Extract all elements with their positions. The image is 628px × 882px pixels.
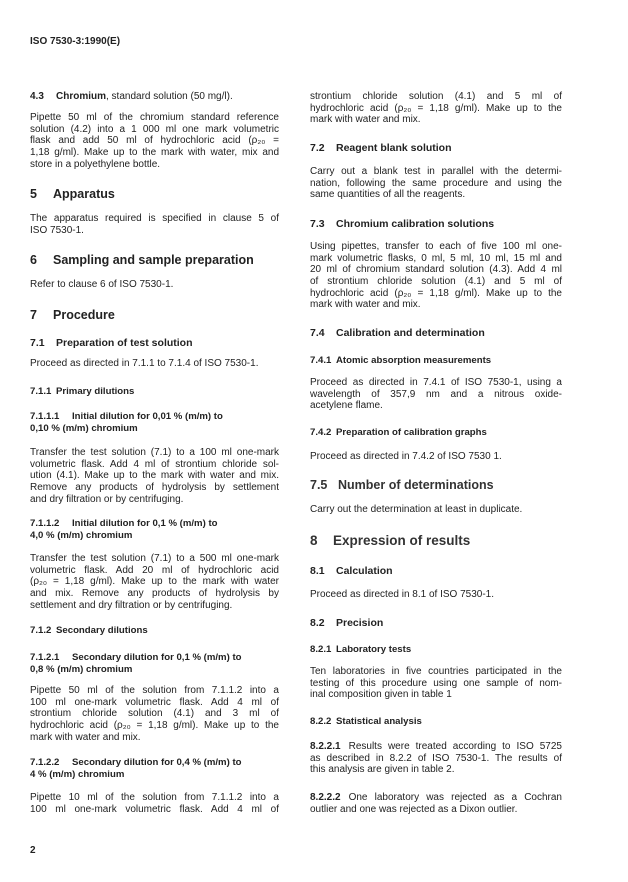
page-number: 2 [30, 845, 36, 856]
section-7-1-2-1-heading [30, 652, 279, 675]
text-line: testing of this procedure using one sample of nom- [310, 677, 562, 689]
section-7-1-2-2-heading [30, 757, 279, 780]
text-line: ISO 7530-1. [30, 224, 84, 236]
section-7-1-2-heading [30, 625, 279, 637]
text-line: Ten laboratories in five countries participated in the [310, 666, 562, 677]
text-line: nation, following the same procedure and using the [310, 177, 562, 189]
paragraph-number: 8.2.2.1 [310, 741, 341, 752]
paragraph-8-2-2-1 [310, 741, 562, 776]
text-line: wavelength of 357,9 nm and a nitrous oxide- [310, 388, 562, 400]
section-8-heading [310, 534, 562, 548]
section-number: 7.1.1.2 [30, 518, 60, 529]
text-line: acetylene flame. [310, 400, 383, 412]
section-title: Reagent blank solution [336, 142, 452, 154]
section-number: 7.1.1.1 [30, 411, 60, 422]
section-title: Secondary dilution for 0,1 % (m/m) to [72, 652, 242, 663]
paragraph-7-1-2-2-continued [310, 91, 562, 126]
text-line: strontium chloride solution (4.1) and 3 ml of [30, 708, 279, 720]
section-title: Laboratory tests [336, 644, 412, 655]
section-number: 7.2 [310, 142, 325, 154]
section-title-line2: 0,10 % (m/m) chromium [30, 422, 138, 434]
text-line: this analysis are given in table 2. [310, 764, 455, 776]
section-title: Chromium calibration solutions [336, 218, 495, 230]
text-line: 20 ml of chromium standard solution (4.3). Add 4 ml [310, 264, 562, 276]
text-line: mark with water and mix. [310, 299, 421, 311]
section-number: 7.1.1 [30, 386, 52, 397]
section-title: Procedure [53, 308, 115, 322]
text-line: mark with water and mix. [30, 731, 141, 743]
paragraph-7-1-1-1 [30, 447, 279, 505]
section-title: Apparatus [53, 187, 115, 201]
section-title: Preparation of calibration graphs [336, 427, 487, 438]
text-line: as described in 8.2.2 of ISO 7530-1. The results of [310, 752, 562, 764]
paragraph-7-4-1 [310, 377, 562, 412]
paragraph-7-2 [310, 166, 562, 201]
text-line: Proceed as directed in 8.1 of ISO 7530-1. [310, 589, 494, 600]
text-line: settlement and dry filtration or by centrifuging. [30, 599, 233, 611]
text-line: volumetric flask. Add 20 ml of hydrochloric acid [30, 564, 279, 576]
section-number: 6 [30, 253, 37, 267]
paragraph-7-3 [310, 241, 562, 311]
text-line: flask and add 50 ml of hydrochloric acid (ρ₂₀ = [30, 135, 279, 147]
paragraph-number: 8.2.2.2 [310, 792, 341, 803]
section-number: 7.4 [310, 327, 325, 339]
text-line: Pipette 50 ml of the chromium standard reference [30, 112, 279, 123]
section-8-2-heading [310, 617, 562, 629]
section-title: Primary dilutions [56, 386, 135, 397]
text-line: Transfer the test solution (7.1) to a 100 ml one-mark [30, 447, 279, 458]
text-line: outlier and one was rejected as a Dixon outlier. [310, 803, 518, 815]
document-header: ISO 7530-3:1990(E) [30, 36, 121, 47]
text-line: mark with water and mix. [310, 114, 421, 126]
section-7-4-2-heading [310, 427, 562, 439]
section-title: Secondary dilution for 0,4 % (m/m) to [72, 757, 242, 768]
text-line: Transfer the test solution (7.1) to a 500 ml one-mark [30, 553, 279, 564]
text-line: Proceed as directed in 7.1.1 to 7.1.4 of ISO 7530-1. [30, 358, 259, 369]
section-6-heading [30, 253, 279, 267]
paragraph-8-2-2-2 [310, 792, 562, 815]
text-line: 1,18 g/ml). Make up to the mark with water, mix and [30, 147, 279, 159]
section-number: 8.2 [310, 617, 325, 629]
section-title: Initial dilution for 0,01 % (m/m) to [72, 411, 223, 422]
section-number: 8.2.2 [310, 716, 332, 727]
text-line: mark volumetric flasks, 0 ml, 5 ml, 10 ml, 15 ml and [310, 252, 562, 264]
paragraph-7-1-2-2 [30, 792, 279, 815]
paragraph-5 [30, 213, 279, 236]
section-number: 8.1 [310, 565, 325, 577]
section-title-line2: 4,0 % (m/m) chromium [30, 529, 133, 541]
text-line: and mix. Remove any products of hydrolysis by [30, 588, 279, 600]
section-title: Preparation of test solution [56, 337, 193, 349]
section-number: 5 [30, 187, 37, 201]
section-8-2-1-heading [310, 644, 562, 656]
section-title: Precision [336, 617, 384, 629]
section-7-4-1-heading [310, 355, 562, 367]
section-title: Statistical analysis [336, 716, 422, 727]
section-title: Secondary dilutions [56, 625, 148, 636]
section-title: Sampling and sample preparation [53, 253, 254, 267]
paragraph-7-1 [30, 358, 279, 370]
paragraph-7-1-1-2 [30, 553, 279, 611]
text-line [310, 741, 562, 753]
section-number: 7.4.2 [310, 427, 332, 438]
section-number: 7.1.2.2 [30, 757, 60, 768]
paragraph-7-1-2-1 [30, 685, 279, 743]
section-title: Calculation [336, 565, 393, 577]
section-7-1-1-heading [30, 386, 279, 398]
section-7-heading [30, 308, 279, 322]
text-line: volumetric flask. Add 4 ml of strontium chloride sol- [30, 458, 279, 470]
section-number: 8.2.1 [310, 644, 332, 655]
section-title: Chromium [56, 91, 106, 102]
text-line: same quantities of all the reagents. [310, 189, 466, 201]
section-number: 7.1.2.1 [30, 652, 60, 663]
section-5-heading [30, 187, 279, 201]
text-line-content: Results were treated according to ISO 5725 [348, 741, 562, 752]
text-line: Remove any products of hydrolysis by settlement [30, 482, 279, 494]
section-title: Number of determinations [338, 478, 494, 492]
paragraph-7-4-2 [310, 451, 562, 463]
text-line: Pipette 10 ml of the solution from 7.1.1.2 into a [30, 792, 279, 803]
section-7-2-heading [310, 142, 562, 154]
paragraph-7-5 [310, 504, 562, 516]
section-7-4-heading [310, 327, 562, 339]
section-number: 7.1.2 [30, 625, 52, 636]
section-number: 4.3 [30, 91, 44, 102]
text-line: 100 ml one-mark volumetric flask. Add 4 ml of [30, 696, 279, 708]
section-7-3-heading [310, 218, 562, 230]
paragraph-6 [30, 279, 279, 291]
section-8-1-heading [310, 565, 562, 577]
section-title-line2: 4 % (m/m) chromium [30, 768, 125, 780]
text-line: solution (4.2) into a 1 000 ml one mark volumetric [30, 123, 279, 135]
section-number: 7 [30, 308, 37, 322]
paragraph-4-3 [30, 112, 279, 170]
section-title-line2: 0,8 % (m/m) chromium [30, 663, 133, 675]
section-number: 8 [310, 533, 318, 548]
text-line: of strontium chloride solution (4.1) and 5 ml of [310, 276, 562, 288]
section-number: 7.5 [310, 478, 328, 492]
text-line: The apparatus required is specified in clause 5 of [30, 213, 279, 224]
text-line: Using pipettes, transfer to each of five 100 ml one- [310, 241, 562, 252]
paragraph-8-1 [310, 589, 562, 601]
text-line: (ρ₂₀ = 1,18 g/ml). Make up to the mark with water [30, 576, 279, 588]
text-line [310, 792, 562, 804]
section-title: Initial dilution for 0,1 % (m/m) to [72, 518, 218, 529]
section-title: Expression of results [333, 533, 471, 548]
section-number: 7.3 [310, 218, 325, 230]
text-line: Proceed as directed in 7.4.1 of ISO 7530-1, using a [310, 377, 562, 388]
text-line: hydrochloric acid (ρ₂₀ = 1,18 g/ml). Make up to the [30, 720, 279, 732]
text-line: inal composition given in table 1 [310, 689, 452, 701]
section-title-rest: , standard solution (50 mg/l). [106, 91, 233, 102]
text-line: Carry out a blank test in parallel with the determi- [310, 166, 562, 177]
text-line-content: One laboratory was rejected as a Cochran [348, 792, 562, 803]
section-number: 7.1 [30, 337, 45, 349]
section-number: 7.4.1 [310, 355, 332, 366]
section-7-1-1-2-heading [30, 518, 279, 541]
section-4-3-heading [30, 91, 279, 103]
text-line: Carry out the determination at least in duplicate. [310, 504, 523, 515]
text-line: Proceed as directed in 7.4.2 of ISO 7530 1. [310, 451, 502, 462]
text-line: ution (4.1). Make up to the mark with water and mix. [30, 470, 279, 482]
section-title: Atomic absorption measurements [336, 355, 492, 366]
text-line: hydrochloric acid (ρ₂₀ = 1,18 g/ml). Make up to the [310, 287, 562, 299]
text-line: hydrochloric acid (ρ₂₀ = 1,18 g/ml). Make up to the [310, 102, 562, 114]
section-7-5-heading [310, 478, 562, 492]
section-7-1-heading [30, 337, 279, 349]
text-line: Refer to clause 6 of ISO 7530-1. [30, 279, 174, 290]
text-line: Pipette 50 ml of the solution from 7.1.1.2 into a [30, 685, 279, 696]
section-7-1-1-1-heading [30, 411, 279, 434]
text-line: store in a polyethylene bottle. [30, 158, 161, 170]
section-8-2-2-heading [310, 716, 562, 728]
text-line: and dry filtration or by centrifuging. [30, 493, 184, 505]
section-title: Calibration and determination [336, 327, 485, 339]
text-line: 100 ml one-mark volumetric flask. Add 4 ml of [30, 803, 279, 815]
paragraph-8-2-1 [310, 666, 562, 701]
text-line: strontium chloride solution (4.1) and 5 ml of [310, 91, 562, 102]
